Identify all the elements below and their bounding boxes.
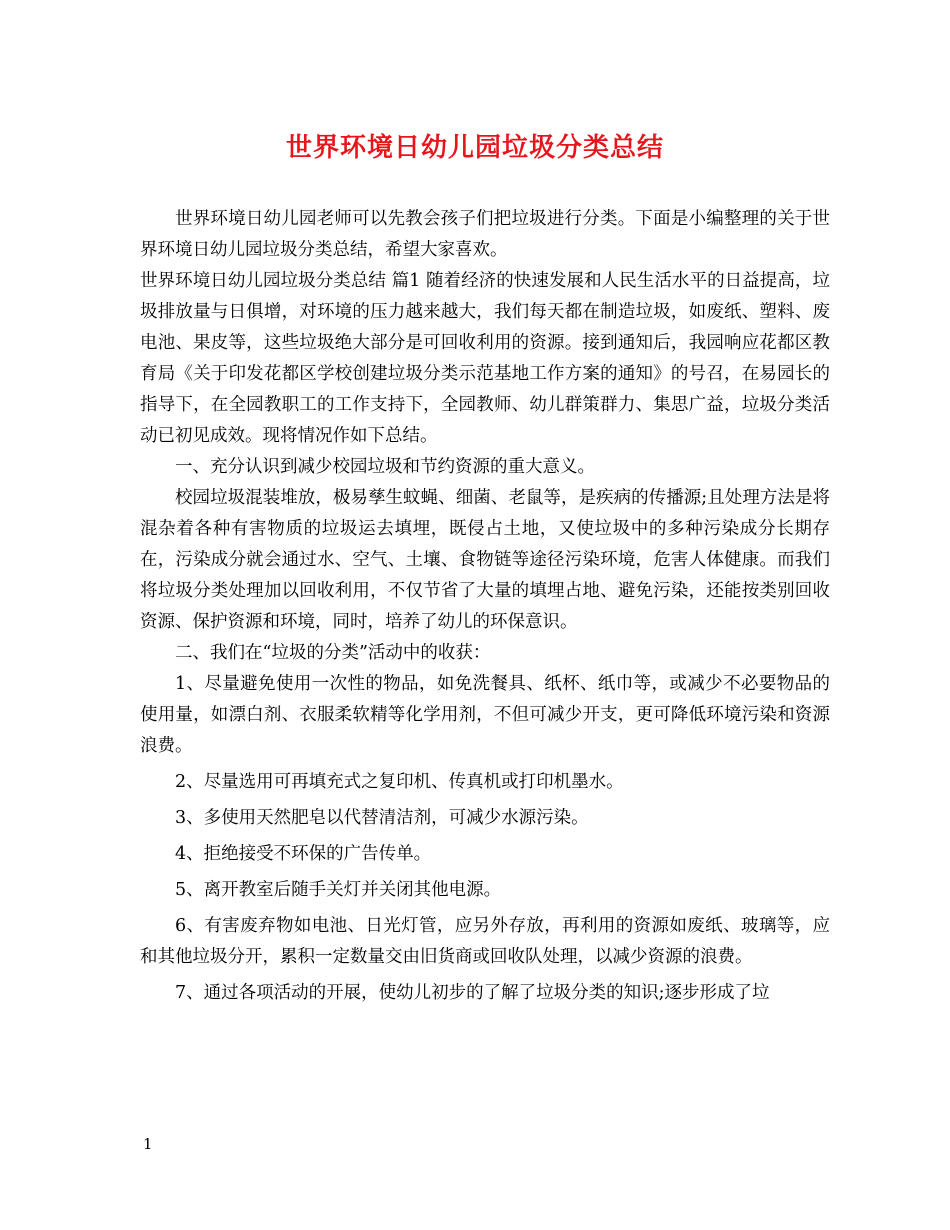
paragraph-body-1: 校园垃圾混装堆放，极易孳生蚊蝇、细菌、老鼠等，是疾病的传播源;且处理方法是将混杂着各种有害物质的垃圾运去填埋，既侵占土地，又使垃圾中的多种污染成分长期存在，污染成分就会通过水、空气、土壤、食物链等途径污染环境，危害人体健康。而我们将垃圾分类处理加以回收利用，不仅节省了大量的填埋占地、避免污染，还能按类别回收资源、保护资源和环境，同时，培养了幼儿的环保意识。: [140, 488, 830, 632]
paragraph-heading-2: 二、我们在“垃圾的分类”活动中的收获：: [175, 643, 491, 663]
paragraph-item-6: 6、有害废弃物如电池、日光灯管，应另外存放，再利用的资源如废纸、玻璃等，应和其他垃圾分开，累积一定数量交由旧货商或回收队处理，以减少资源的浪费。: [140, 916, 830, 967]
paragraph-item-1: 1、尽量避免使用一次性的物品，如免洗餐具、纸杯、纸巾等，或减少不必要物品的使用量，如漂白剂、衣服柔软精等化学用剂，不但可减少开支，更可降低环境污染和资源浪费。: [140, 674, 830, 756]
document-body: [140, 204, 830, 1009]
paragraph-item-2: 2、尽量选用可再填充式之复印机、传真机或打印机墨水。: [175, 772, 624, 792]
paragraph-item-5: 5、离开教室后随手关灯并关闭其他电源。: [175, 880, 502, 900]
paragraph-intro: 世界环境日幼儿园老师可以先教会孩子们把垃圾进行分类。下面是小编整理的关于世界环境日幼儿园垃圾分类总结，希望大家喜欢。: [140, 209, 830, 260]
paragraph-item-3: 3、多使用天然肥皂以代替清洁剂，可减少水源污染。: [175, 808, 589, 828]
page-number: 1: [143, 1135, 153, 1153]
paragraph-item-4: 4、拒绝接受不环保的广告传单。: [175, 844, 432, 864]
paragraph-heading-1: 一、充分认识到减少校园垃圾和节约资源的重大意义。: [175, 457, 595, 477]
paragraph-section-1: 世界环境日幼儿园垃圾分类总结 篇1 随着经济的快速发展和人民生活水平的日益提高，垃圾排放量与日俱增，对环境的压力越来越大，我们每天都在制造垃圾，如废纸、塑料、废电池、果皮等，这些垃圾绝大部分是可回收利用的资源。接到通知后，我园响应花都区教育局《关于印发花都区学校创建垃圾分类示范基地工作方案的通知》的号召，在易园长的指导下，在全园教职工的工作支持下，全园教师、幼儿群策群力、集思广益，垃圾分类活动已初见成效。现将情况作如下总结。: [140, 271, 830, 446]
document-title: 世界环境日幼儿园垃圾分类总结: [285, 133, 664, 163]
paragraph-item-7: 7、通过各项活动的开展，使幼儿初步的了解了垃圾分类的知识;逐步形成了垃: [175, 983, 770, 1003]
